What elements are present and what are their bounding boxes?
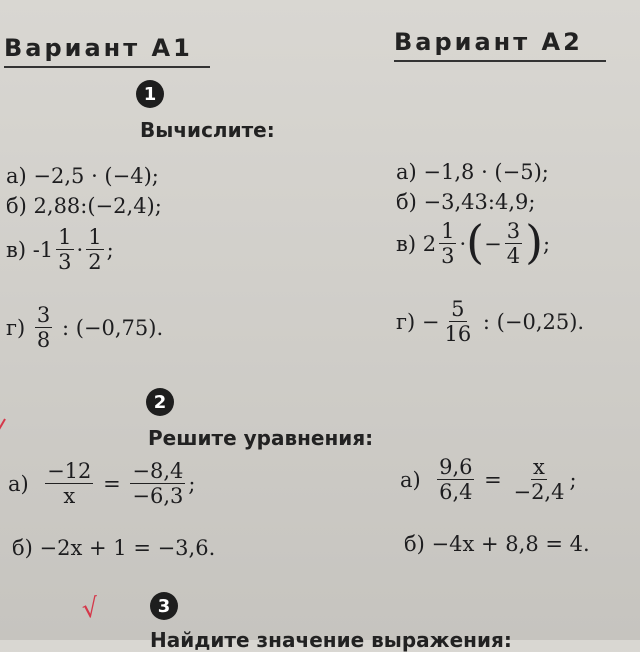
- minus-sign: −: [484, 231, 502, 256]
- task-2-number: 2: [146, 388, 174, 416]
- close-paren: ): [525, 214, 544, 269]
- terminator: ;: [569, 467, 577, 492]
- task-1-heading: Вычислите:: [140, 118, 275, 142]
- task-1-number: 1: [136, 80, 164, 108]
- fraction: [45, 460, 93, 507]
- fraction: [437, 456, 474, 503]
- variant-a2-title: [394, 28, 606, 56]
- denominator: 6,4: [439, 480, 473, 505]
- numerator: 3: [36, 303, 51, 327]
- item-label: б): [12, 536, 33, 560]
- fraction: [439, 220, 456, 267]
- fraction: [505, 220, 522, 267]
- fraction: [35, 304, 52, 351]
- variant-a1-underline: [4, 66, 210, 68]
- t2-a2-a: [400, 456, 577, 503]
- denominator: 4: [506, 244, 521, 269]
- equals-sign: =: [484, 467, 502, 492]
- denominator: 8: [36, 328, 51, 353]
- t1-a1-a: [6, 164, 159, 188]
- t2-a1-a: [8, 460, 195, 507]
- t1-a2-v: [396, 214, 551, 269]
- equals-sign: =: [103, 471, 121, 496]
- t2-a2-b: [404, 532, 590, 556]
- fraction: [56, 226, 73, 273]
- denominator: x: [63, 484, 76, 509]
- task-2-heading: Решите уравнения:: [148, 426, 374, 450]
- item-label: г): [6, 315, 26, 340]
- item-label: а): [6, 164, 27, 188]
- numerator: x: [533, 455, 545, 479]
- t1-a1-b: [6, 194, 162, 218]
- variant-a1-title: [4, 34, 210, 62]
- denominator: 2: [88, 250, 102, 275]
- whole-part: 2: [422, 231, 437, 256]
- item-label: в): [396, 231, 417, 256]
- denominator: 16: [444, 322, 472, 347]
- variant-a2-underline: [394, 60, 606, 62]
- expression: : (−0,75).: [61, 315, 164, 340]
- expression: : (−0,25).: [482, 309, 585, 334]
- variant-a2-label: Вариант А2: [394, 28, 583, 56]
- minus-sign: −: [421, 309, 440, 334]
- numerator: −8,4: [132, 459, 184, 483]
- numerator: −12: [47, 459, 92, 483]
- item-label: б): [6, 194, 27, 218]
- numerator: 9,6: [439, 455, 473, 479]
- fraction: [130, 460, 185, 507]
- expression: −1,8 · (−5);: [423, 160, 549, 184]
- operator: ·: [76, 237, 84, 262]
- numerator: 3: [506, 219, 521, 243]
- denominator: 3: [58, 250, 72, 275]
- item-label: а): [8, 471, 29, 496]
- item-label: а): [396, 160, 417, 184]
- red-tick-mark-icon: [0, 418, 13, 435]
- item-label: б): [404, 532, 425, 556]
- equation: −2x + 1 = −3,6.: [39, 536, 216, 560]
- fraction: [443, 298, 474, 345]
- numerator: 1: [441, 219, 455, 243]
- task-3-heading: Найдите значение выражения:: [150, 628, 512, 652]
- red-check-icon: √: [79, 592, 101, 626]
- terminator: ;: [543, 231, 551, 256]
- t1-a2-g: [396, 298, 584, 345]
- item-label: г): [396, 309, 416, 334]
- whole-part: -1: [32, 237, 54, 262]
- operator: ·: [459, 231, 467, 256]
- equation: −4x + 8,8 = 4.: [431, 532, 590, 556]
- expression: 2,88:(−2,4);: [33, 194, 162, 218]
- item-label: а): [400, 467, 421, 492]
- terminator: ;: [188, 471, 196, 496]
- denominator: 3: [441, 244, 455, 269]
- item-label: в): [6, 237, 27, 262]
- expression: −3,43:4,9;: [423, 190, 536, 214]
- terminator: ;: [106, 237, 114, 262]
- variant-a1-label: Вариант А1: [4, 34, 193, 62]
- t1-a2-a: [396, 160, 549, 184]
- t2-a1-b: [12, 536, 215, 560]
- numerator: 1: [88, 225, 102, 249]
- denominator: −6,3: [132, 484, 184, 509]
- t1-a1-g: [6, 304, 163, 351]
- numerator: 5: [451, 297, 465, 321]
- expression: −2,5 · (−4);: [33, 164, 159, 188]
- t1-a2-b: [396, 190, 535, 214]
- denominator: −2,4: [513, 480, 565, 505]
- t1-a1-v: [6, 226, 114, 273]
- fraction: [86, 226, 103, 273]
- fraction: [511, 456, 566, 503]
- item-label: б): [396, 190, 417, 214]
- task-3-number: 3: [150, 592, 178, 620]
- numerator: 1: [58, 225, 72, 249]
- open-paren: (: [466, 214, 485, 269]
